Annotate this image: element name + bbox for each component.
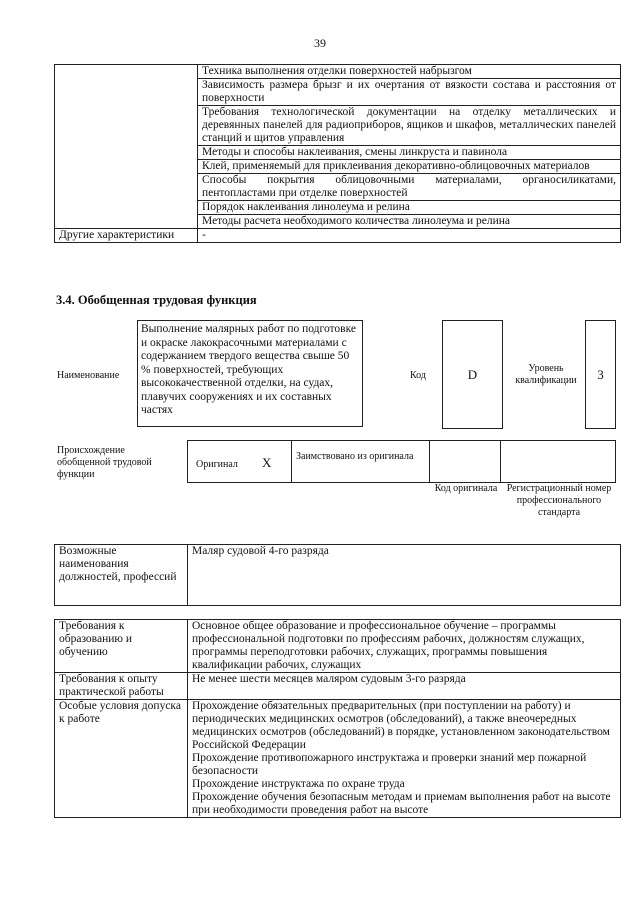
experience-label: Требования к опыту практической работы — [55, 673, 188, 700]
origin-label: Происхождение обобщенной трудовой функции — [57, 445, 152, 480]
experience-value: Не менее шести месяцев маляром судовым 3-го разряда — [188, 673, 621, 700]
level-value: 3 — [597, 367, 604, 382]
positions-value: Маляр судовой 4-го разряда — [188, 545, 621, 606]
special-condition-item: Прохождение противопожарного инструктажа и проверки знаний мер пожарной безопасности — [192, 752, 587, 777]
other-characteristics-label: Другие характеристики — [55, 229, 198, 243]
special-conditions-list — [188, 700, 621, 818]
knowledge-table — [54, 64, 621, 243]
requirements-table — [54, 619, 621, 818]
knowledge-row: Техника выполнения отделки поверхностей набрызгом — [198, 65, 621, 79]
origin-box — [187, 440, 616, 483]
reg-number-label: Регистрационный номер профессионального стандарта — [506, 483, 612, 518]
education-value: Основное общее образование и профессиональное обучение – программы профессиональной подготовки по профессиям рабочих, должностям служащих, программы переподготовки рабочих, служащих, программы повышения квалификации рабочих, служащих — [188, 620, 621, 673]
positions-label: Возможные наименования должностей, профессий — [55, 545, 188, 606]
knowledge-row: Методы и способы наклеивания, смены линкруста и павинола — [198, 146, 621, 160]
function-name-box: Выполнение малярных работ по подготовке и окраске лакокрасочными материалами с содержанием твердого вещества свыше 50 % поверхностей, требующих высококачественной отделки, на судах, плавучих сооружениях и их составных частях — [137, 320, 363, 427]
original-mark: X — [262, 455, 272, 470]
education-label: Требования к образованию и обучению — [55, 620, 188, 673]
code-box — [442, 320, 503, 429]
code-label: Код — [410, 370, 426, 381]
level-label: Уровень квалификации — [515, 363, 577, 386]
knowledge-row: Требования технологической документации на отделку металлических и деревянных панелей для радиоприборов, ящиков и шкафов, металлических панелей станций и щитов управления — [198, 106, 621, 146]
code-original-label: Код оригинала — [434, 483, 498, 494]
section-title: 3.4. Обобщенная трудовая функция — [56, 293, 257, 307]
knowledge-row: Способы покрытия облицовочными материалами, органосиликатами, пентопластами при отделке поверхностей — [198, 174, 621, 201]
original-label: Оригинал — [196, 459, 238, 470]
level-box — [585, 320, 616, 429]
special-condition-item: Прохождение инструктажа по охране труда — [192, 778, 405, 790]
knowledge-label-cell — [55, 65, 198, 229]
special-condition-item: Прохождение обязательных предварительных (при поступлении на работу) и периодических медицинских осмотров (обследований), а также внеочередных медицинских осмотров (обследований) в порядке, установленном законодательством Российской Федерации — [192, 700, 610, 751]
borrowed-label: Заимствовано из оригинала — [296, 451, 414, 462]
special-condition-item: Прохождение обучения безопасным методам и приемам выполнения работ на высоте при необходимости проведения работ на высоте — [192, 791, 611, 816]
knowledge-row: Методы расчета необходимого количества линолеума и релина — [198, 215, 621, 229]
other-characteristics-value: - — [198, 229, 621, 243]
page-number: 39 — [314, 36, 326, 50]
code-value: D — [467, 367, 478, 382]
name-label: Наименование — [57, 370, 120, 381]
knowledge-row: Порядок наклеивания линолеума и релина — [198, 201, 621, 215]
positions-table — [54, 544, 621, 606]
special-conditions-label: Особые условия допуска к работе — [55, 700, 188, 818]
knowledge-row: Клей, применяемый для приклеивания декоративно-облицовочных материалов — [198, 160, 621, 174]
knowledge-row: Зависимость размера брызг и их очертания от вязкости состава и расстояния от поверхности — [198, 79, 621, 106]
